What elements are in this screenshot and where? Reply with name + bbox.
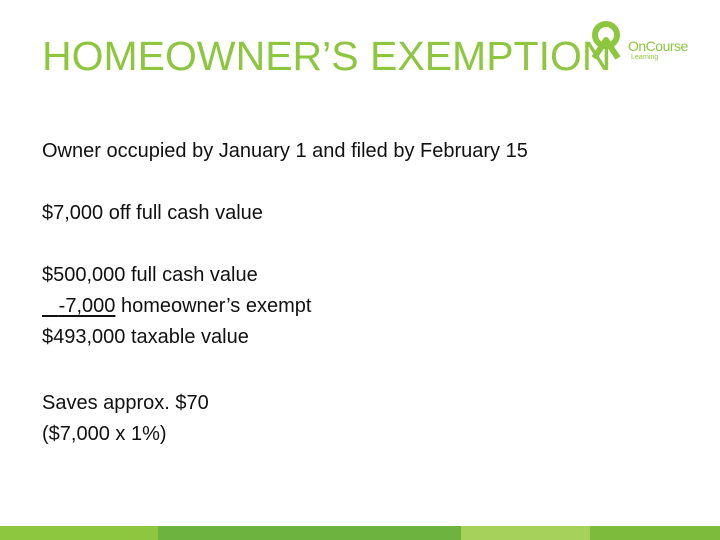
oncourse-logo [586, 18, 696, 70]
exemption-label: homeowner’s exempt [115, 295, 312, 317]
eligibility-text: Owner occupied by January 1 and filed by February 15 [42, 140, 528, 162]
full-cash-value-line: $500,000 full cash value [42, 264, 258, 286]
logo-name: OnCourse [628, 38, 688, 54]
taxable-value-line: $493,000 taxable value [42, 326, 249, 348]
savings-calc-line: ($7,000 x 1%) [42, 423, 167, 445]
savings-block [42, 388, 209, 450]
exemption-value: -7,000 [58, 295, 116, 317]
savings-line: Saves approx. $70 [42, 392, 209, 414]
calculation-block [42, 260, 311, 353]
bar-segment [158, 526, 460, 540]
bar-segment [461, 526, 591, 540]
exemption-indent [42, 295, 59, 317]
logo-tagline: Learning [631, 54, 659, 61]
footer-color-bar [0, 526, 720, 540]
bar-segment [0, 526, 158, 540]
exemption-value-underlined [42, 295, 115, 317]
bar-segment [590, 526, 720, 540]
exemption-amount-text: $7,000 off full cash value [42, 202, 263, 224]
exemption-line [42, 291, 311, 322]
slide-title: HOMEOWNER’S EXEMPTION [42, 33, 612, 79]
